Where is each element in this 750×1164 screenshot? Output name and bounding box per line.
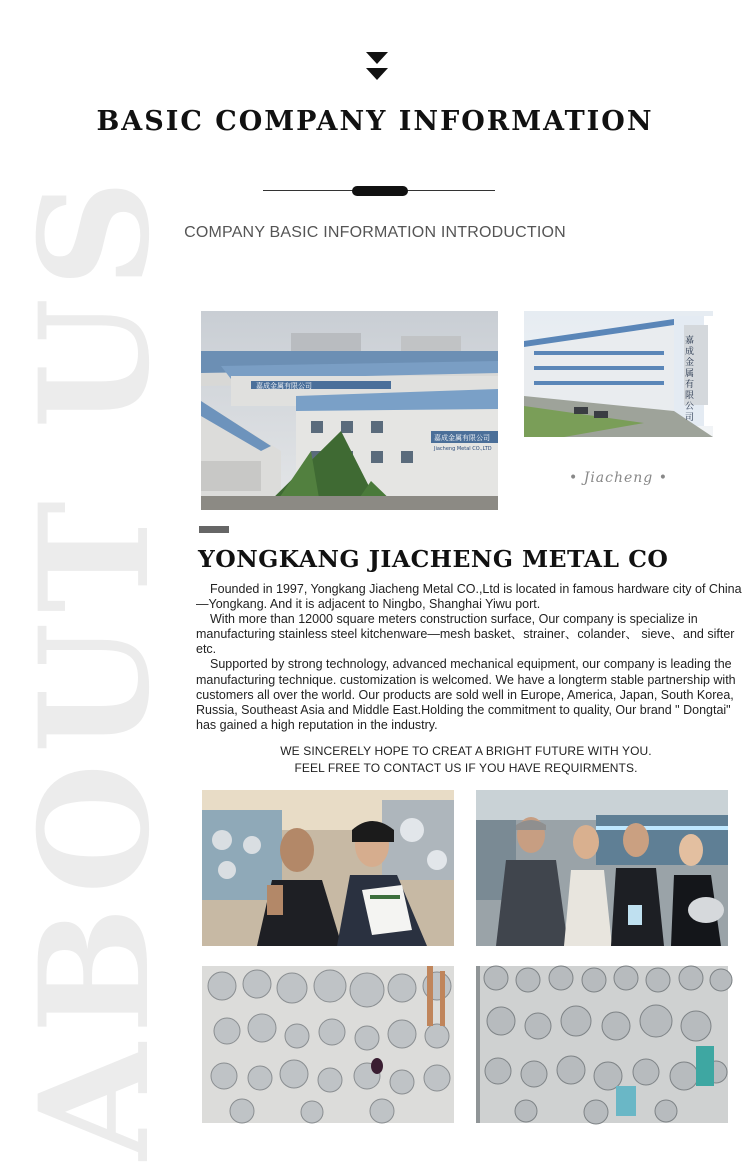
factory-side-photo <box>524 311 713 437</box>
factory-side-sign: 嘉成金属有限公司 <box>683 335 693 423</box>
slogan-line: FEEL FREE TO CONTACT US IF YOU HAVE REQUIRMENTS. <box>294 761 638 775</box>
page-subtitle: COMPANY BASIC INFORMATION INTRODUCTION <box>184 224 566 241</box>
company-name: YONGKANG JIACHENG METAL CO <box>198 545 669 573</box>
brand-caption: • Jiacheng • <box>569 470 668 486</box>
watermark-text: ABOUT US <box>7 169 183 1160</box>
factory-main-sign-en: Jiacheng Metal CO.,LTD <box>434 446 492 452</box>
factory-main-sign-side: 嘉成金属有限公司 <box>434 434 490 442</box>
header-icon <box>366 50 388 84</box>
company-introduction <box>196 582 744 733</box>
intro-paragraph: Supported by strong technology, advanced mechanical equipment, our company is leading the manufacturing technique. customization is welcomed. We have a longterm stable partnership with customers all over the world. Our products are sold well in Europe, America, Japan, South Korea, Russia, Southeast Asia and Middle East.Holding the commitment to quality, Our brand " Dongtai" has gained a high reputation in the industry. <box>196 657 736 732</box>
page-title: BASIC COMPANY INFORMATION <box>96 106 654 137</box>
product-display-photo <box>476 966 728 1123</box>
trade-show-photo <box>202 790 454 946</box>
trade-show-photo <box>476 790 728 946</box>
slogan-line: WE SINCERELY HOPE TO CREAT A BRIGHT FUTURE WITH YOU. <box>280 744 652 758</box>
chevron-down-icon <box>366 52 388 64</box>
factory-main-sign: 嘉成金属有限公司 <box>256 382 312 390</box>
product-display-photo <box>202 966 454 1123</box>
intro-paragraph: With more than 12000 square meters construction surface, Our company is specialize in manufacturing stainless steel kitchenware—mesh basket、strainer、colander、 sieve、and sifter etc. <box>196 612 735 657</box>
about-us-watermark <box>7 169 183 1160</box>
divider-pill <box>352 186 408 196</box>
accent-bar <box>199 526 229 533</box>
chevron-down-icon <box>366 68 388 80</box>
intro-paragraph: Founded in 1997, Yongkang Jiacheng Metal CO.,Ltd is located in famous hardware city of China—Yongkang. And it is adjacent to Ningbo, Shanghai Yiwu port. <box>196 582 742 612</box>
factory-main-photo <box>201 311 498 510</box>
